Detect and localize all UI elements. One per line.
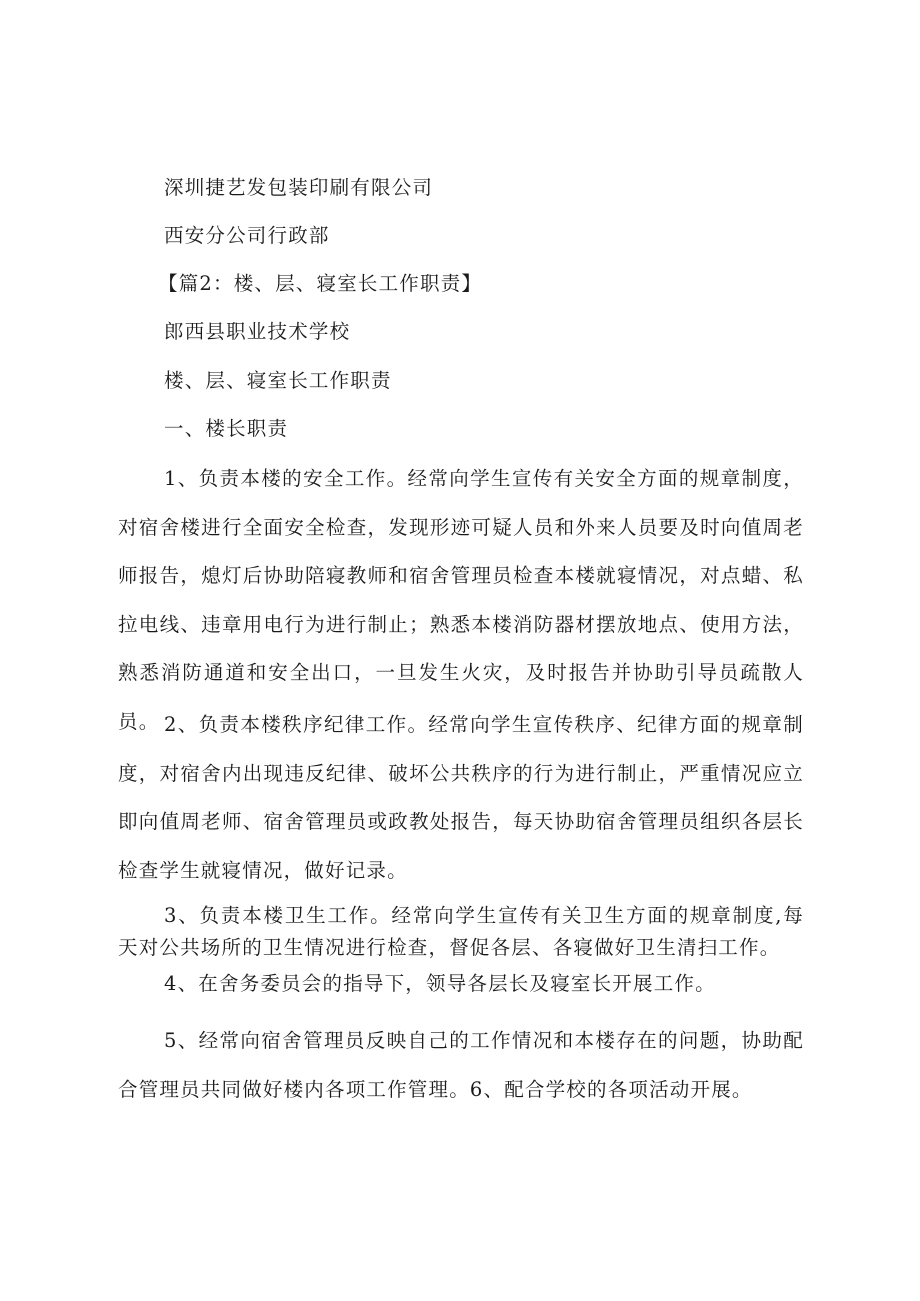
school-name: 郎西县职业技术学校 (164, 320, 351, 343)
paragraph-discipline: 2、负责本楼秩序纪律工作。经常向学生宣传秩序、纪律方面的规章制度，对宿舍内出现违反纪律、破坏公共秩序的行为进行制止，严重情况应立即向值周老师、宿舍管理员或政教处报告，每天协助宿舍管理员组织各层长检查学生就寝情况，做好记录。 (118, 713, 804, 882)
paragraph-hygiene: 3、负责本楼卫生工作。经常向学生宣传有关卫生方面的规章制度,每天对公共场所的卫生情况进行检查，督促各层、各寝做好卫生清扫工作。 (118, 904, 804, 959)
company-name: 深圳捷艺发包装印刷有限公司 (164, 176, 434, 199)
section-heading: 【篇2：楼、层、寝室长工作职责】 (158, 272, 483, 295)
subheading-building-leader: 一、楼长职责 (164, 417, 289, 440)
document-title: 楼、层、寝室长工作职责 (164, 369, 392, 392)
paragraph-safety: 1、负责本楼的安全工作。经常向学生宣传有关安全方面的规章制度，对宿舍楼进行全面安全检查，发现形迹可疑人员和外来人员要及时向值周老师报告，熄灯后协助陪寝教师和宿舍管理员检查本楼就寝情况，对点蜡、私拉电线、违章用电行为进行制止；熟悉本楼消防器材摆放地点、使用方法，熟悉消防通道和安全出口，一旦发生火灾，及时报告并协助引导员疏散人员。 (118, 467, 804, 733)
department-name: 西安分公司行政部 (164, 224, 330, 247)
paragraph-leadership: 4、在舍务委员会的指导下，领导各层长及寝室长开展工作。 (164, 972, 716, 995)
paragraph-reporting: 5、经常向宿舍管理员反映自己的工作情况和本楼存在的问题，协助配合管理员共同做好楼内各项工作管理。6、配合学校的各项活动开展。 (118, 1029, 804, 1101)
